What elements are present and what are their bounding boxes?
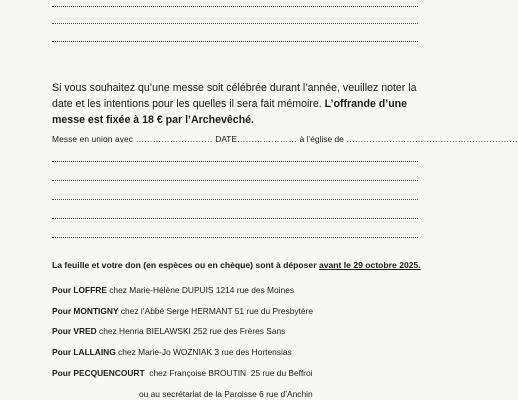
writing-line[interactable] [52,199,418,200]
contact-detail: chez Henria BIELAWSKI 252 rue des Frères Sans [96,326,286,336]
church-label: à l’église de [299,134,344,144]
intro-text: Si vous souhaitez qu’une messe soit célébrée durant l’année, veuillez noter la date et les intentions pour les quelles il sera fait mémoire. [52,82,417,110]
intro-paragraph [52,80,432,128]
name-blank[interactable]: ……………………… [133,134,216,144]
deadline-notice [52,260,452,270]
drop-off-entry [52,347,292,357]
drop-off-entry [52,285,294,295]
offering-amount-text: L’offrande d’une messe est fixée à 18 € par l’Archevêché. [52,98,408,126]
church-blank[interactable]: …………………………………………………… [343,134,518,144]
parish-name: Pour MONTIGNY [52,306,119,316]
parish-name: Pour PECQUENCOURT [52,368,145,378]
writing-line[interactable] [52,237,418,238]
writing-line[interactable] [52,23,418,24]
writing-line[interactable] [52,218,418,219]
parish-name: Pour VRED [52,326,97,336]
notice-text: La feuille et votre don (en espèces ou en chèque) sont à déposer [52,260,319,270]
deadline-date: avant le 29 octobre 2025. [318,260,421,270]
parish-name: Pour LALLAING [52,347,116,357]
contact-detail: ou au secrétariat de la Paroisse 6 rue d’Anchin [139,389,313,399]
drop-off-entry [52,326,285,336]
writing-line[interactable] [52,161,418,162]
contact-detail: chez Marie-Jo WOZNIAK 3 rue des Hortensias [115,347,292,357]
contact-detail: chez l’Abbé Serge HERMANT 51 rue du Presbytère [118,306,313,316]
messe-label: Messe en union avec [52,134,134,144]
date-label: DATE [215,134,237,144]
writing-line[interactable] [52,180,418,181]
writing-line[interactable] [52,6,418,7]
writing-line[interactable] [52,41,418,42]
drop-off-entry [52,306,313,316]
contact-detail: chez Françoise BROUTIN 25 rue du Beffroi [144,368,313,378]
date-blank[interactable]: ………………… [237,134,300,144]
contact-detail: chez Marie-Hélène DUPUIS 1214 rue des Moines [106,285,295,295]
parish-name: Pour LOFFRE [52,285,107,295]
drop-off-entry [52,368,313,378]
drop-off-entry [139,389,313,399]
mass-request-line [52,134,518,144]
